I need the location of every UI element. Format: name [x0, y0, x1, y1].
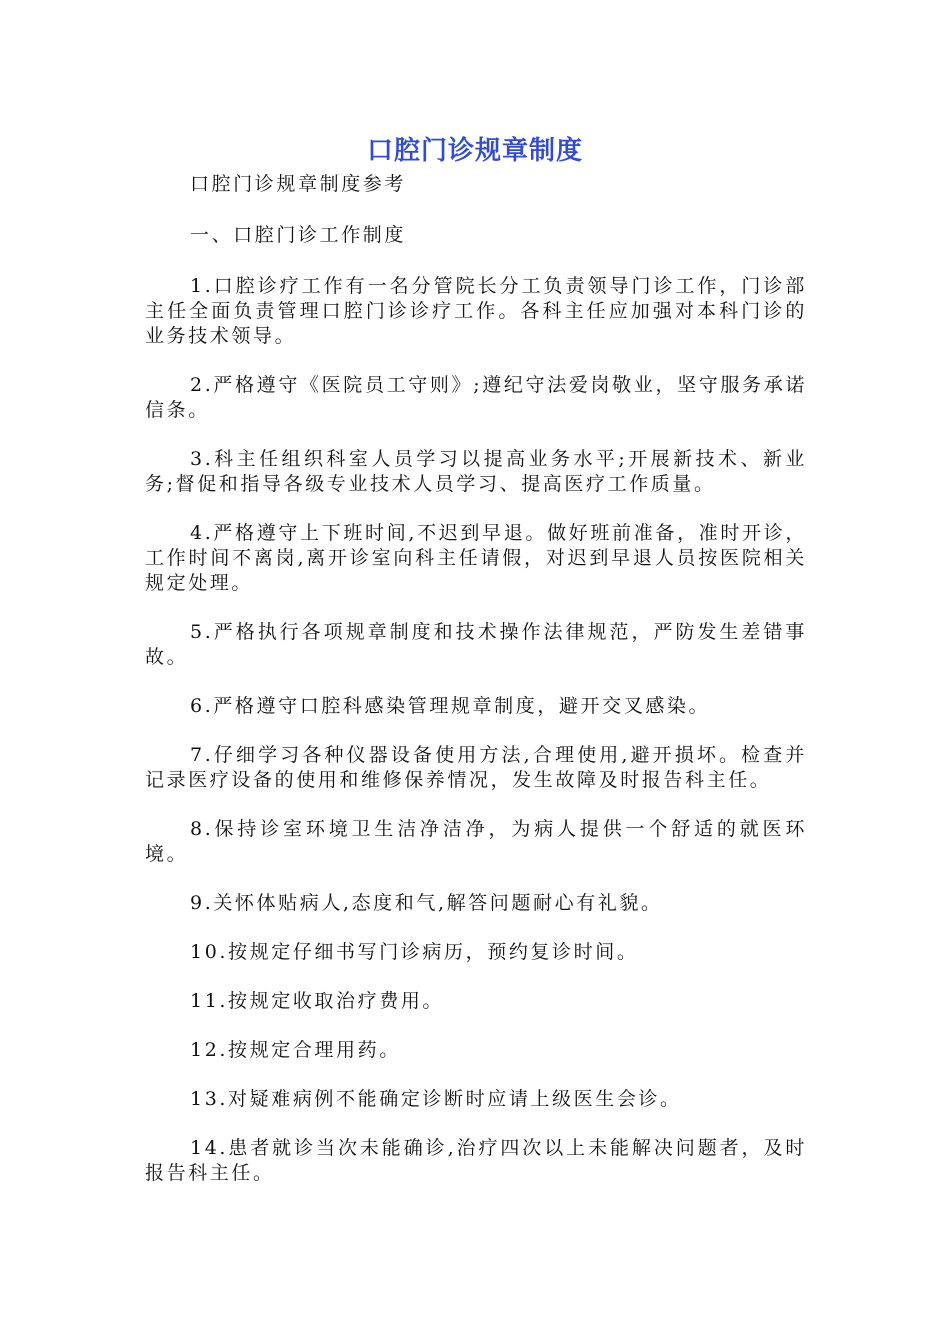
section-heading: 一、口腔门诊工作制度 [190, 224, 407, 246]
rule-item: 1.口腔诊疗工作有一名分管院长分工负责领导门诊工作，门诊部主任全面负责管理口腔门诊诊疗工作。各科主任应加强对本科门诊的业务技术领导。 [145, 275, 807, 347]
rule-item: 3.科主任组织科室人员学习以提高业务水平;开展新技术、新业务;督促和指导各级专业技术人员学习、提高医疗工作质量。 [145, 448, 807, 495]
rule-item: 13.对疑难病例不能确定诊断时应请上级医生会诊。 [190, 1088, 682, 1110]
rule-item: 4.严格遵守上下班时间,不迟到早退。做好班前准备，准时开诊，工作时间不离岗,离开诊室向科主任请假，对迟到早退人员按医院相关规定处理。 [145, 522, 807, 594]
document-subtitle: 口腔门诊规章制度参考 [190, 173, 407, 195]
rule-item: 12.按规定合理用药。 [190, 1039, 401, 1061]
document-title: 口腔门诊规章制度 [366, 136, 583, 166]
rule-item: 5.严格执行各项规章制度和技术操作法律规范，严防发生差错事故。 [145, 621, 807, 668]
rule-item: 8.保持诊室环境卫生洁净洁净，为病人提供一个舒适的就医环境。 [145, 818, 807, 865]
rule-item: 6.严格遵守口腔科感染管理规章制度，避开交叉感染。 [190, 695, 711, 717]
rule-item: 9.关怀体贴病人,态度和气,解答问题耐心有礼貌。 [190, 892, 663, 914]
rule-item: 14.患者就诊当次未能确诊,治疗四次以上未能解决问题者，及时报告科主任。 [145, 1137, 807, 1184]
rule-item: 11.按规定收取治疗费用。 [190, 990, 445, 1012]
rule-item: 7.仔细学习各种仪器设备使用方法,合理使用,避开损坏。检查并记录医疗设备的使用和维修保养情况，发生故障及时报告科主任。 [145, 744, 807, 791]
rule-item: 10.按规定仔细书写门诊病历，预约复诊时间。 [190, 941, 639, 963]
document-body [145, 172, 807, 1210]
rule-item: 2.严格遵守《医院员工守则》;遵纪守法爱岗敬业，坚守服务承诺信条。 [145, 374, 807, 421]
